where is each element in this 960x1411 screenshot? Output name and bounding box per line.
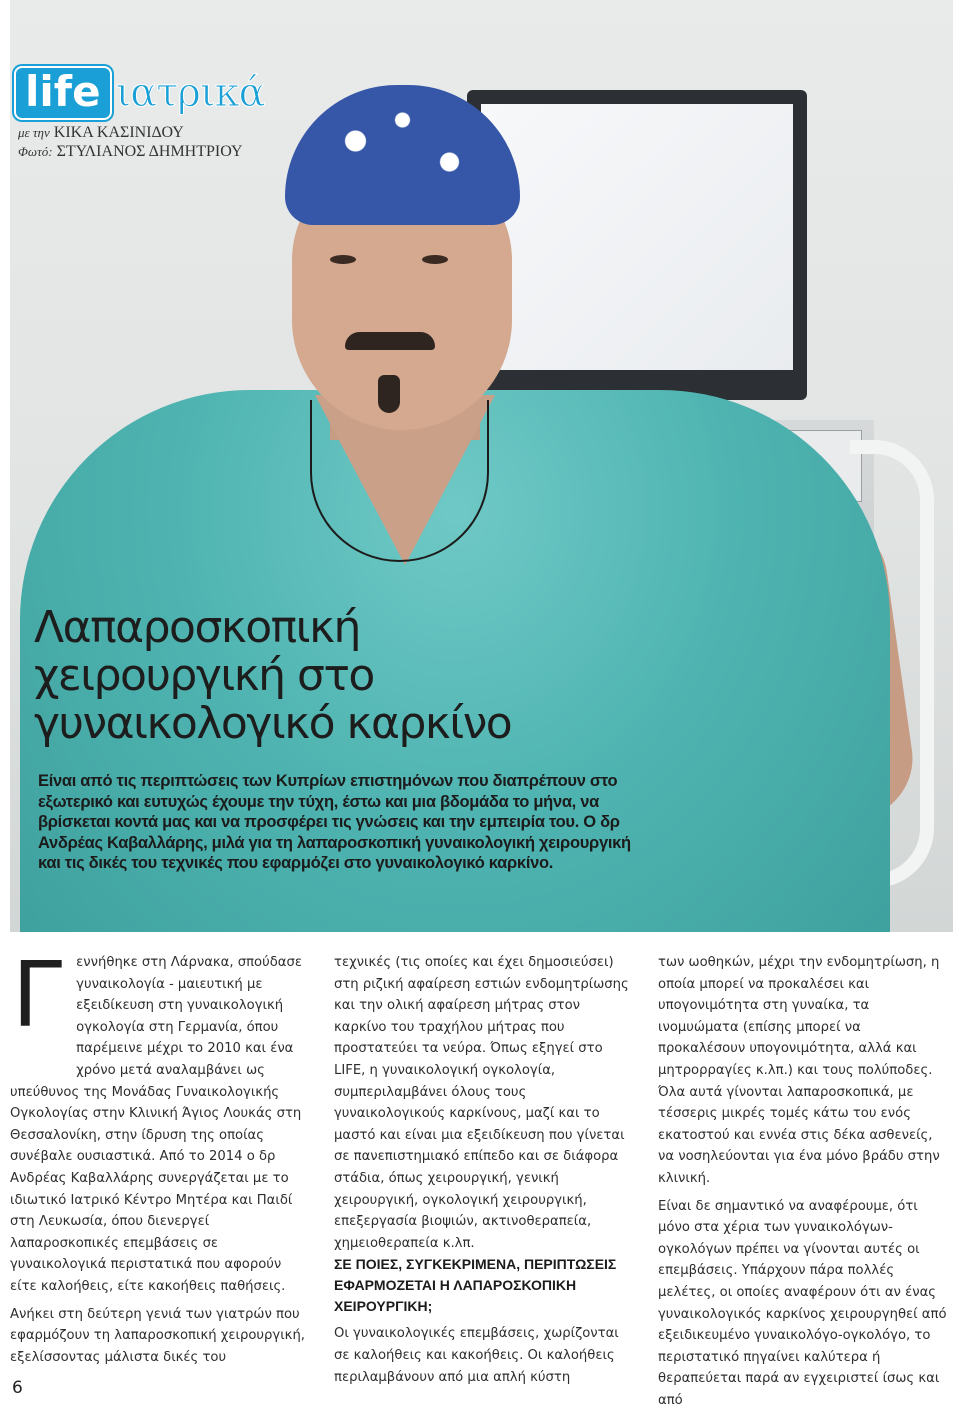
paragraph: Γ εννήθηκε στη Λάρνακα, σπούδασε γυναικολογία - μαιευτική με εξειδίκευση στη γυναικολογική ογκολογία στη Γερμανία, όπου παρέμεινε μέχρι το 2010 και ένα χρόνο μετά αναλαμβάνει ως υπεύθυνος της Μονάδας Γυναικολογικής Ογκολογίας στην Κλινική Άγιος Λουκάς στη Θεσσαλονίκη, στην ίδρυση της οποίας συνέβαλε ουσιαστικά. Από το 2014 ο δρ Ανδρέας Καβαλλάρης συνεργάζεται με το ιδιωτικό Ιατρικό Κέντρο Μητέρα και Παιδί στη Λευκωσία, όπου διενεργεί λαπαροσκοπικές επεμβάσεις σε γυναικολογικά περιστατικά που αφορούν είτε καλοήθεις, είτε κακοήθεις παθήσεις. [10,955,302,1294]
text-column-1 [10,952,310,1368]
life-logo: life [14,66,112,120]
author-label: με την [18,125,50,140]
credits [18,123,243,161]
drop-cap: Γ [12,956,63,1048]
paragraph: Οι γυναικολογικές επεμβάσεις, χωρίζονται σε καλοήθεις και κακοήθεις. Οι καλοήθεις περιλαμβάνουν από μια απλή κύστη [334,1326,619,1385]
paragraph: τεχνικές (τις οποίες και έχει δημοσιεύσει) στη ριζική αφαίρεση εστιών ενδομητρίωσης και την ολική αφαίρεση μήτρας στον καρκίνο του τραχήλου μήτρας που προστατεύει τα νεύρα. Όπως εξηγεί στο LIFE, η γυναικολογική ογκολογία, συμπεριλαμβάνει όλους τους γυναικολογικούς καρκίνους, μαζί και το μαστό και είναι μια εξειδίκευση που γίνεται σε πανεπιστημιακό επίπεδο και σε διάφορα στάδια, όπως χειρουργική, γενική χειρουργική, ογκολογική χειρουργική, επεξεργασία βιοψιών, ακτινοθεραπεία, χημειοθεραπεία κ.λπ. [334,955,629,1251]
text-column-3 [658,952,948,1411]
photographer-name: ΣΤΥΛΙΑΝΟΣ ΔΗΜΗΤΡΙΟΥ [56,143,243,160]
paragraph: Ανήκει στη δεύτερη γενιά των γιατρών που εφαρμόζουν τη λαπαροσκοπική χειρουργική, εξελίσσοντας μάλιστα δικές του [10,1306,305,1365]
headline-line: γυναικολογικό καρκίνο [34,698,512,749]
paragraph: Είναι δε σημαντικό να αναφέρουμε, ότι μόνο στα χέρια των γυναικολόγων-ογκολόγων πρέπει να γίνονται αυτές οι επεμβάσεις. Υπάρχουν πάρα πολλές μελέτες, οι οποίες αναφέρουν ότι αν ένας γυναικολογικός καρκίνος χειρουργηθεί από εξειδικευμένο γυναικολόγο-ογκολόγο, το περιστατικό πηγαίνει καλύτερα ή θεραπεύεται παρά αν εγχειριστεί ίσως και από [658,1198,947,1408]
surgical-monitor [467,90,807,400]
text-column-2 [334,952,630,1388]
section-subhead: ΣΕ ΠΟΙΕΣ, ΣΥΓΚΕΚΡΙΜΕΝΑ, ΠΕΡΙΠΤΩΣΕΙΣ ΕΦΑΡΜΟΖΕΤΑΙ Η ΛΑΠΑΡΟΣΚΟΠΙΚΗ ΧΕΙΡΟΥΡΓΙΚΗ; [334,1256,617,1315]
photo-label: Φωτό: [18,144,53,159]
paragraph: των ωοθηκών, μέχρι την ενδομητρίωση, η οποία μπορεί να προκαλέσει και υπογονιμότητα στη γυναίκα, τα ινομυώματα (επίσης μπορεί να προκαλέσουν υπογονιμότητα, αλλά και μητρορραγίες κ.λπ.) και τους πολύποδες. Όλα αυτά γίνονται λαπαροσκοπικά, με τέσσερις μικρές τομές κάτω του ενός εκατοστού και εννέα στις δέκα ασθενείς, να νοσηλεύονται για ένα μόνο βράδυ στην κλινική. [658,955,940,1186]
headline-line: χειρουργική στο [34,650,374,701]
article-headline [34,604,654,748]
article-lead: Είναι από τις περιπτώσεις των Κυπρίων επιστημόνων που διαπρέπουν στο εξωτερικό και ευτυχώς έχουμε την τύχη, έστω και μια βδομάδα το μήνα, να βρίσκεται κοντά μας και να προσφέρει τις γνώσεις και την εμπειρία του. Ο δρ Ανδρέας Καβαλλάρης, μιλά για τη λαπαροσκοπική γυναικολογική χειρουργική και τις δικές του τεχνικές που εφαρμόζει στο γυναικολογικό καρκίνο. [38,772,631,872]
magazine-brand [14,66,265,120]
page-number: 6 [12,1378,23,1398]
author-name: ΚΙΚΑ ΚΑΣΙΝΙΔΟΥ [53,124,184,141]
section-title: ιατρικά [115,70,265,116]
headline-line: Λαπαροσκοπική [34,602,360,653]
